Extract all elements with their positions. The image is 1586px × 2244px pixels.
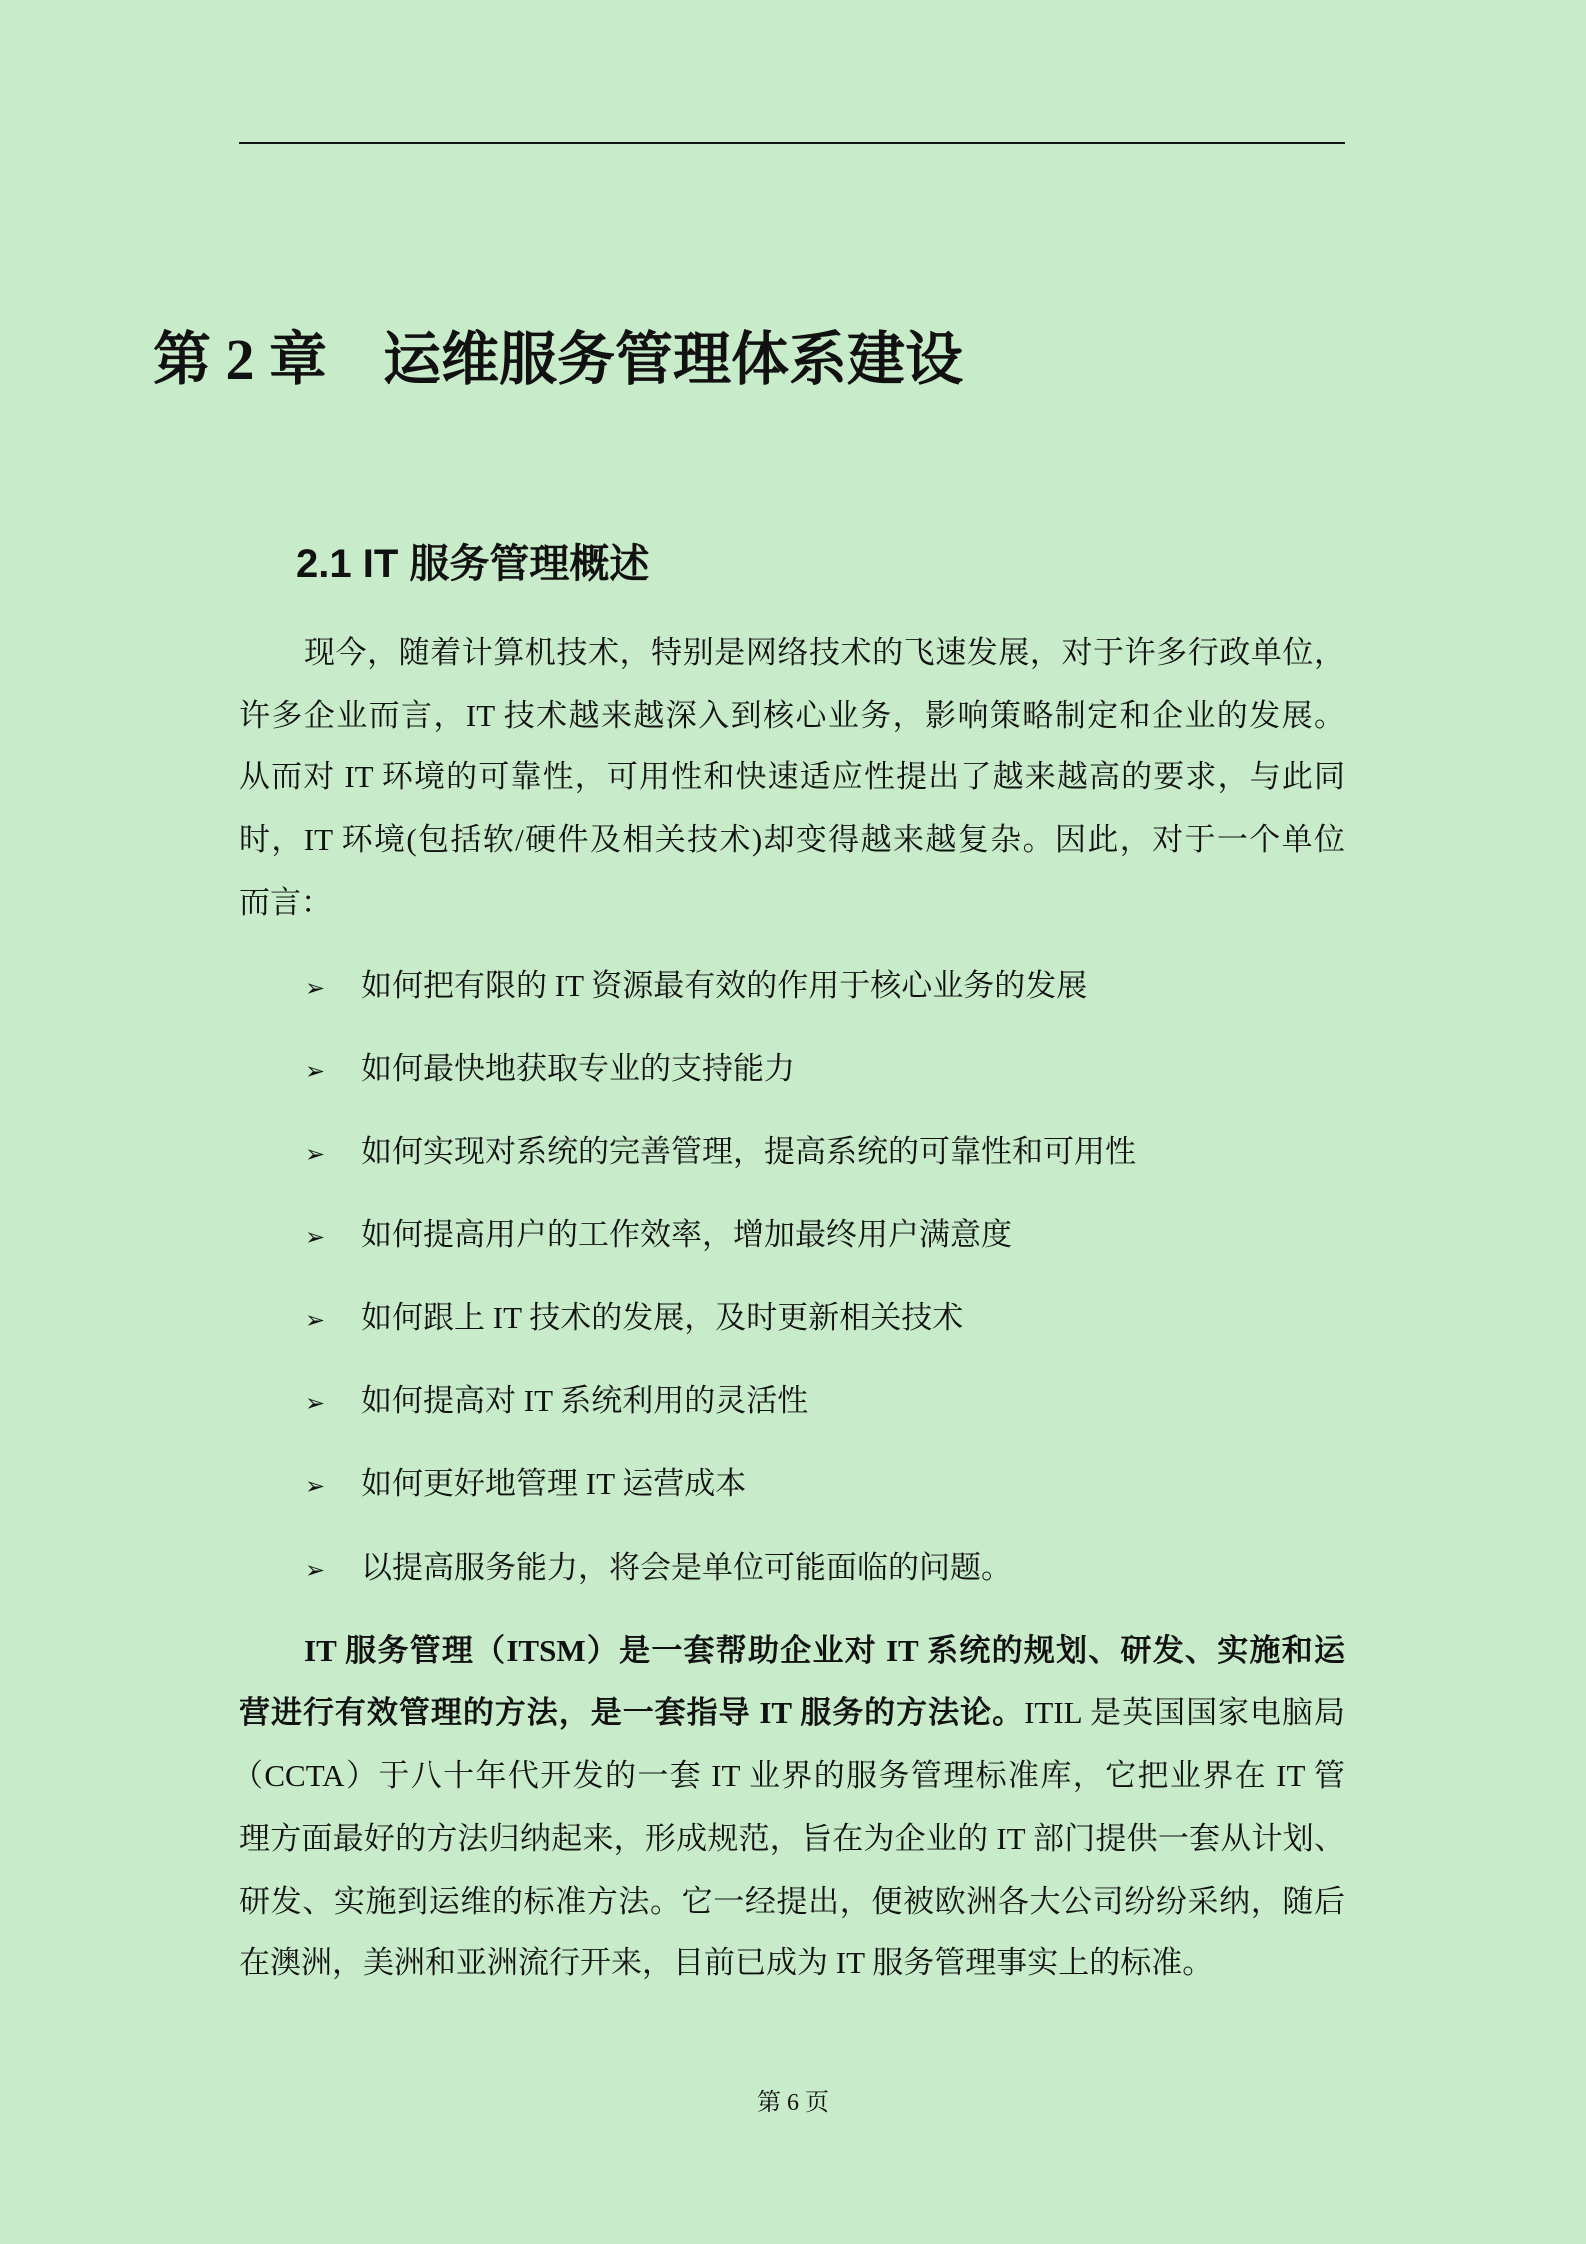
para2-line xyxy=(239,1693,1345,1733)
bullet-item xyxy=(305,1298,963,1340)
section-heading: 2.1 IT 服务管理概述 xyxy=(296,542,650,586)
para1-line: 时，IT 环境(包括软/硬件及相关技术)却变得越来越复杂。因此，对于一个单位 xyxy=(239,822,1345,857)
arrow-bullet-icon: ➢ xyxy=(305,1389,326,1417)
bullet-item xyxy=(305,966,1087,1008)
arrow-bullet-icon: ➢ xyxy=(305,1140,326,1168)
para1-line: 许多企业而言，IT 技术越来越深入到核心业务，影响策略制定和企业的发展。 xyxy=(239,698,1345,733)
bullet-item xyxy=(305,1215,1012,1257)
chapter-name: 运维服务管理体系建设 xyxy=(383,327,964,392)
arrow-bullet-icon: ➢ xyxy=(305,1057,326,1085)
bullet-text: 如何更好地管理 IT 运营成本 xyxy=(361,1466,747,1501)
arrow-bullet-icon: ➢ xyxy=(305,1306,326,1334)
bold-text: IT 服务管理（ITSM）是一套帮助企业对 IT 系统的规划、研发、实施和运 xyxy=(304,1633,1345,1668)
page-number: 第 6 页 xyxy=(757,2090,829,2116)
bullet-item xyxy=(305,1548,1012,1590)
normal-text: ITIL 是英国国家电脑局 xyxy=(1024,1695,1345,1730)
bullet-text: 如何提高对 IT 系统利用的灵活性 xyxy=(361,1383,809,1418)
bullet-text: 如何把有限的 IT 资源最有效的作用于核心业务的发展 xyxy=(361,968,1088,1003)
para2-line: （CCTA）于八十年代开发的一套 IT 业界的服务管理标准库，它把业界在 IT 管 xyxy=(232,1758,1345,1793)
arrow-bullet-icon: ➢ xyxy=(305,1223,326,1251)
bullet-text: 如何实现对系统的完善管理，提高系统的可靠性和可用性 xyxy=(361,1134,1136,1169)
chapter-number: 第 2 章 xyxy=(153,327,328,392)
bullet-text: 以提高服务能力，将会是单位可能面临的问题。 xyxy=(361,1550,1012,1585)
para1-line: 现今，随着计算机技术，特别是网络技术的飞速发展，对于许多行政单位， xyxy=(304,635,1345,670)
para1-line: 而言： xyxy=(239,885,332,920)
bullet-item xyxy=(305,1381,808,1423)
arrow-bullet-icon: ➢ xyxy=(305,974,326,1002)
arrow-bullet-icon: ➢ xyxy=(305,1472,326,1500)
bullet-text: 如何跟上 IT 技术的发展，及时更新相关技术 xyxy=(361,1300,964,1335)
para2-line: 理方面最好的方法归纳起来，形成规范，旨在为企业的 IT 部门提供一套从计划、 xyxy=(239,1821,1345,1856)
bullet-item xyxy=(305,1464,746,1506)
bullet-item xyxy=(305,1132,1136,1174)
chapter-title xyxy=(153,312,963,396)
bullet-item xyxy=(305,1049,795,1091)
bullet-text: 如何最快地获取专业的支持能力 xyxy=(361,1051,795,1086)
arrow-bullet-icon: ➢ xyxy=(305,1556,326,1584)
bullet-text: 如何提高用户的工作效率，增加最终用户满意度 xyxy=(361,1217,1012,1252)
para1-line: 从而对 IT 环境的可靠性，可用性和快速适应性提出了越来越高的要求，与此同 xyxy=(239,759,1345,794)
para2-line: 研发、实施到运维的标准方法。它一经提出，便被欧洲各大公司纷纷采纳，随后 xyxy=(239,1884,1345,1919)
header-rule xyxy=(239,142,1345,144)
para2-line xyxy=(304,1631,1345,1671)
para2-line: 在澳洲，美洲和亚洲流行开来，目前已成为 IT 服务管理事实上的标准。 xyxy=(239,1945,1214,1980)
bold-text: 营进行有效管理的方法，是一套指导 IT 服务的方法论。 xyxy=(239,1695,1025,1730)
